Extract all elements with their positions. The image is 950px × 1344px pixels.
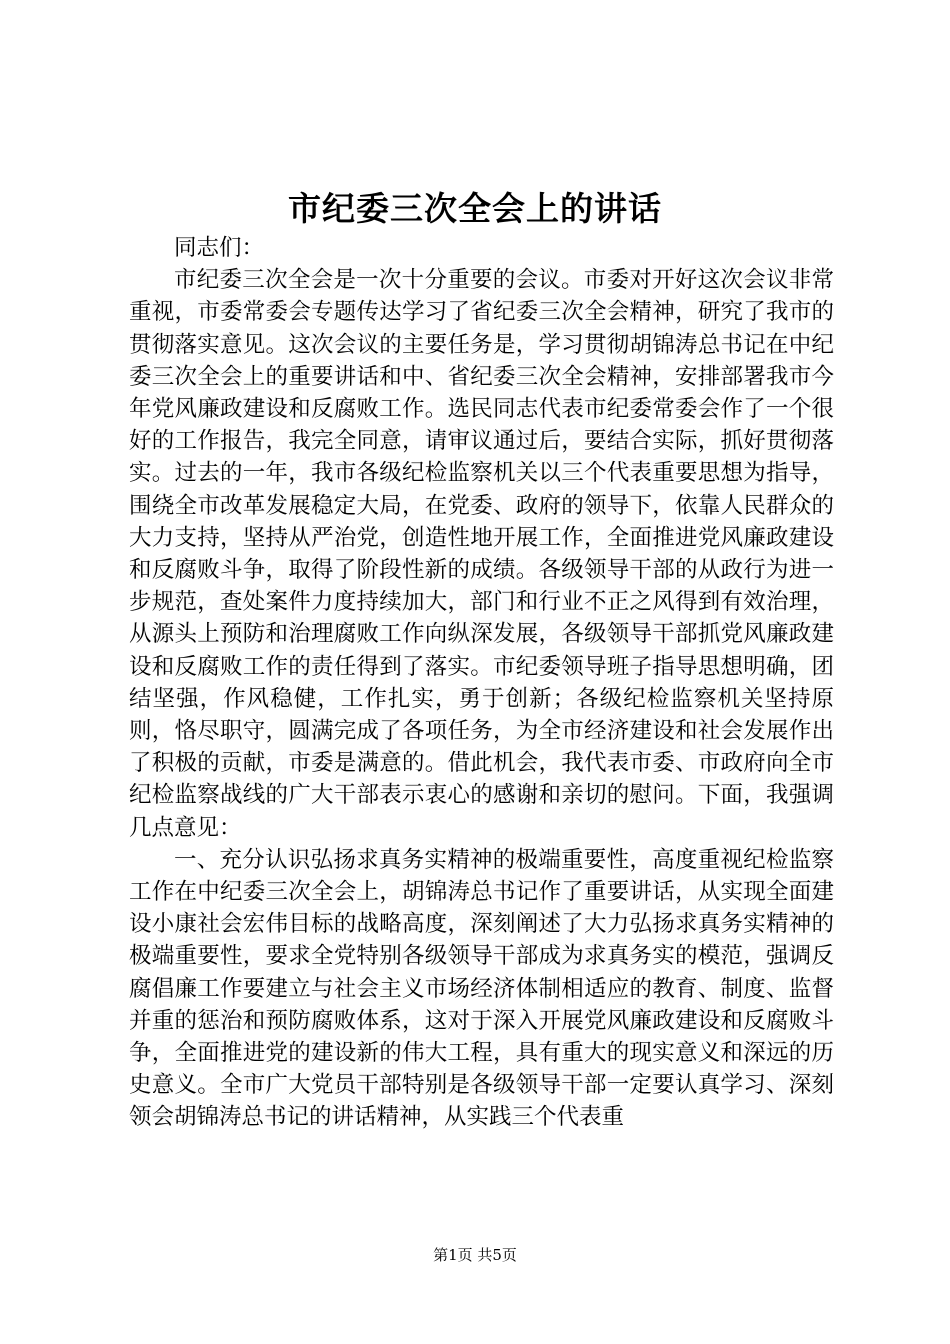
document-title: 市纪委三次全会上的讲话 <box>288 189 662 228</box>
page-number-footer: 第1页 共5页 <box>433 1246 517 1264</box>
document-body <box>129 232 834 1134</box>
paragraph-2: 一、充分认识弘扬求真务实精神的极端重要性，高度重视纪检监察工作在中纪委三次全会上，胡锦涛总书记作了重要讲话，从实现全面建设小康社会宏伟目标的战略高度，深刻阐述了大力弘扬求真务实精神的极端重要性，要求全党特别各级领导干部成为求真务实的模范，强调反腐倡廉工作要建立与社会主义市场经济体制相适应的教育、制度、监督并重的惩治和预防腐败体系，这对于深入开展党风廉政建设和反腐败斗争，全面推进党的建设新的伟大工程，具有重大的现实意义和深远的历史意义。全市广大党员干部特别是各级领导干部一定要认真学习、深刻领会胡锦涛总书记的讲话精神，从实践三个代表重 <box>129 846 834 1131</box>
salutation: 同志们： <box>174 235 265 261</box>
paragraph-1: 市纪委三次全会是一次十分重要的会议。市委对开好这次会议非常重视，市委常委会专题传达学习了省纪委三次全会精神，研究了我市的贯彻落实意见。这次会议的主要任务是，学习贯彻胡锦涛总书记在中纪委三次全会上的重要讲话和中、省纪委三次全会精神，安排部署我市今年党风廉政建设和反腐败工作。选民同志代表市纪委常委会作了一个很好的工作报告，我完全同意，请审议通过后，要结合实际，抓好贯彻落实。过去的一年，我市各级纪检监察机关以三个代表重要思想为指导，围绕全市改革发展稳定大局，在党委、政府的领导下，依靠人民群众的大力支持，坚持从严治党，创造性地开展工作，全面推进党风廉政建设和反腐败斗争，取得了阶段性新的成绩。各级领导干部的从政行为进一步规范，查处案件力度持续加大，部门和行业不正之风得到有效治理，从源头上预防和治理腐败工作向纵深发展，各级领导干部抓党风廉政建设和反腐败工作的责任得到了落实。市纪委领导班子指导思想明确，团结坚强，作风稳健，工作扎实，勇于创新；各级纪检监察机关坚持原则，恪尽职守，圆满完成了各项任务，为全市经济建设和社会发展作出了积极的贡献，市委是满意的。借此机会，我代表市委、市政府向全市纪检监察战线的广大干部表示衷心的感谢和亲切的慰问。下面，我强调几点意见： <box>129 267 834 841</box>
